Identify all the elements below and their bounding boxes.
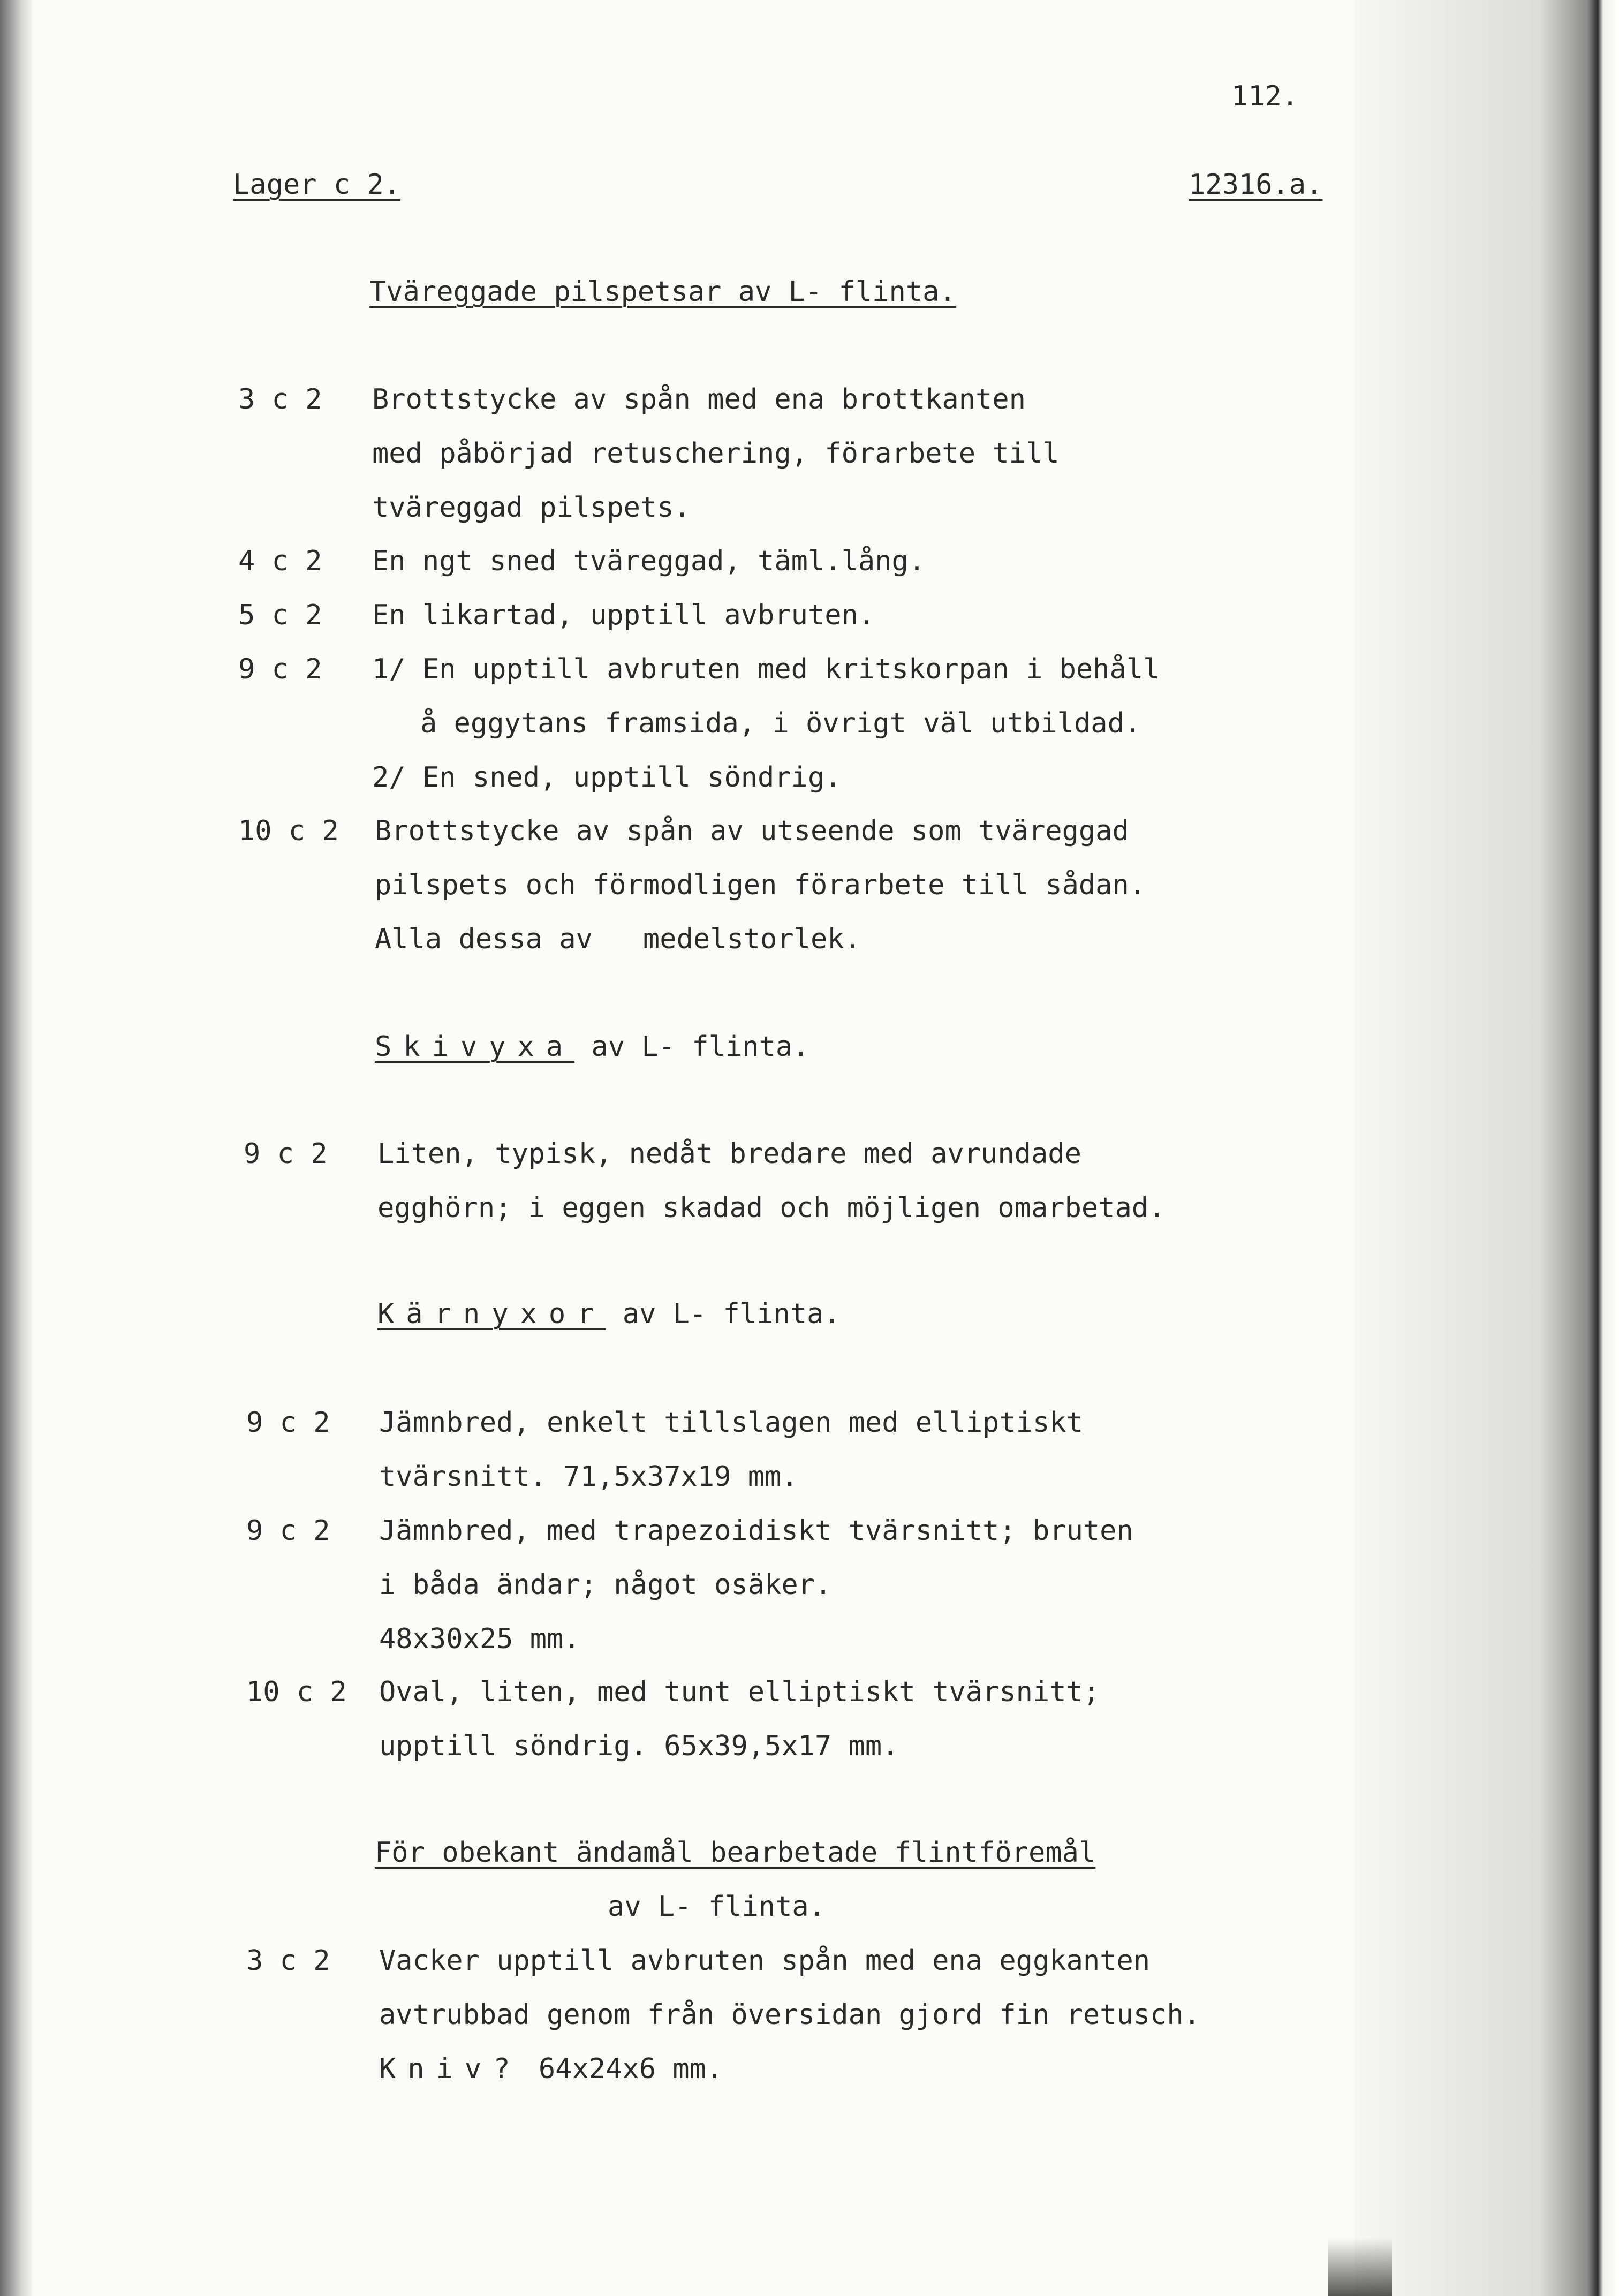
entry-line: å eggytans framsida, i övrigt väl utbildad.	[420, 707, 1141, 739]
entry-ref: 4 c 2	[238, 545, 322, 577]
entry-line: Liten, typisk, nedåt bredare med avrundade	[377, 1138, 1081, 1170]
entry-line: Alla dessa av medelstorlek.	[375, 923, 861, 955]
entry-line: 1/ En upptill avbruten med kritskorpan i behåll	[372, 653, 1160, 685]
entry-line: med påbörjad retuschering, förarbete till	[372, 437, 1060, 470]
entry-line: 48x30x25 mm.	[379, 1623, 580, 1655]
page-corner-shadow	[1328, 2238, 1392, 2296]
entry-line: Vacker upptill avbruten spån med ena eggkanten	[379, 1945, 1151, 1977]
section-title-skivyxa	[375, 1031, 809, 1063]
entry-line: Jämnbred, enkelt tillslagen med elliptiskt	[379, 1407, 1083, 1439]
book-binding-edge	[0, 0, 32, 2296]
entry-line: 2/ En sned, upptill söndrig.	[372, 761, 842, 794]
page-number: 112.	[1231, 80, 1299, 112]
entry-ref: 9 c 2	[246, 1407, 330, 1439]
entry-ref: 9 c 2	[246, 1515, 330, 1547]
entry-ref: 3 c 2	[238, 383, 322, 416]
entry-ref: 10 c 2	[246, 1676, 347, 1708]
entry-line: tvärsnitt. 71,5x37x19 mm.	[379, 1461, 798, 1493]
page-right-edge	[1355, 0, 1619, 2296]
entry-keyword-kniv: Kniv?	[379, 2053, 522, 2085]
entry-line: egghörn; i eggen skadad och möjligen omarbetad.	[377, 1192, 1166, 1224]
entry-ref: 3 c 2	[246, 1945, 330, 1977]
entry-line: En ngt sned tväreggad, täml.lång.	[372, 545, 926, 577]
entry-line: pilspets och förmodligen förarbete till sådan.	[375, 869, 1146, 901]
entry-ref: 10 c 2	[238, 815, 339, 847]
entry-line: Jämnbred, med trapezoidiskt tvärsnitt; bruten	[379, 1515, 1133, 1547]
entry-line: En likartad, upptill avbruten.	[372, 599, 875, 631]
entry-line: upptill söndrig. 65x39,5x17 mm.	[379, 1730, 899, 1762]
entry-ref: 5 c 2	[238, 599, 322, 631]
entry-line-last	[379, 2053, 723, 2085]
entry-line: Oval, liten, med tunt elliptiskt tvärsnitt;	[379, 1676, 1100, 1708]
section-title-obekant: För obekant ändamål bearbetade flintföremål	[375, 1837, 1096, 1869]
entry-line: Brottstycke av spån av utseende som tväreggad	[375, 815, 1129, 847]
section-title-karnyxor-keyword: Kärnyxor	[377, 1298, 606, 1330]
header-layer: Lager c 2.	[233, 169, 401, 201]
entry-dimensions: 64x24x6 mm.	[538, 2053, 723, 2085]
entry-line: tväreggad pilspets.	[372, 492, 691, 524]
section-title-skivyxa-rest: av L- flinta.	[591, 1031, 810, 1063]
entry-line: i båda ändar; något osäker.	[379, 1569, 832, 1601]
section-title-obekant-line2: av L- flinta.	[608, 1891, 826, 1923]
entry-line: avtrubbad genom från översidan gjord fin retusch.	[379, 1999, 1201, 2031]
section-title-skivyxa-keyword: Skivyxa	[375, 1031, 575, 1063]
header-catalog-number: 12316.a.	[1189, 169, 1323, 201]
section-title-karnyxor	[377, 1298, 841, 1330]
entry-ref: 9 c 2	[244, 1138, 328, 1170]
section-title-tvareggade: Tväreggade pilspetsar av L- flinta.	[369, 276, 956, 308]
section-title-karnyxor-rest: av L- flinta.	[622, 1298, 841, 1330]
entry-ref: 9 c 2	[238, 653, 322, 685]
entry-line: Brottstycke av spån med ena brottkanten	[372, 383, 1026, 416]
